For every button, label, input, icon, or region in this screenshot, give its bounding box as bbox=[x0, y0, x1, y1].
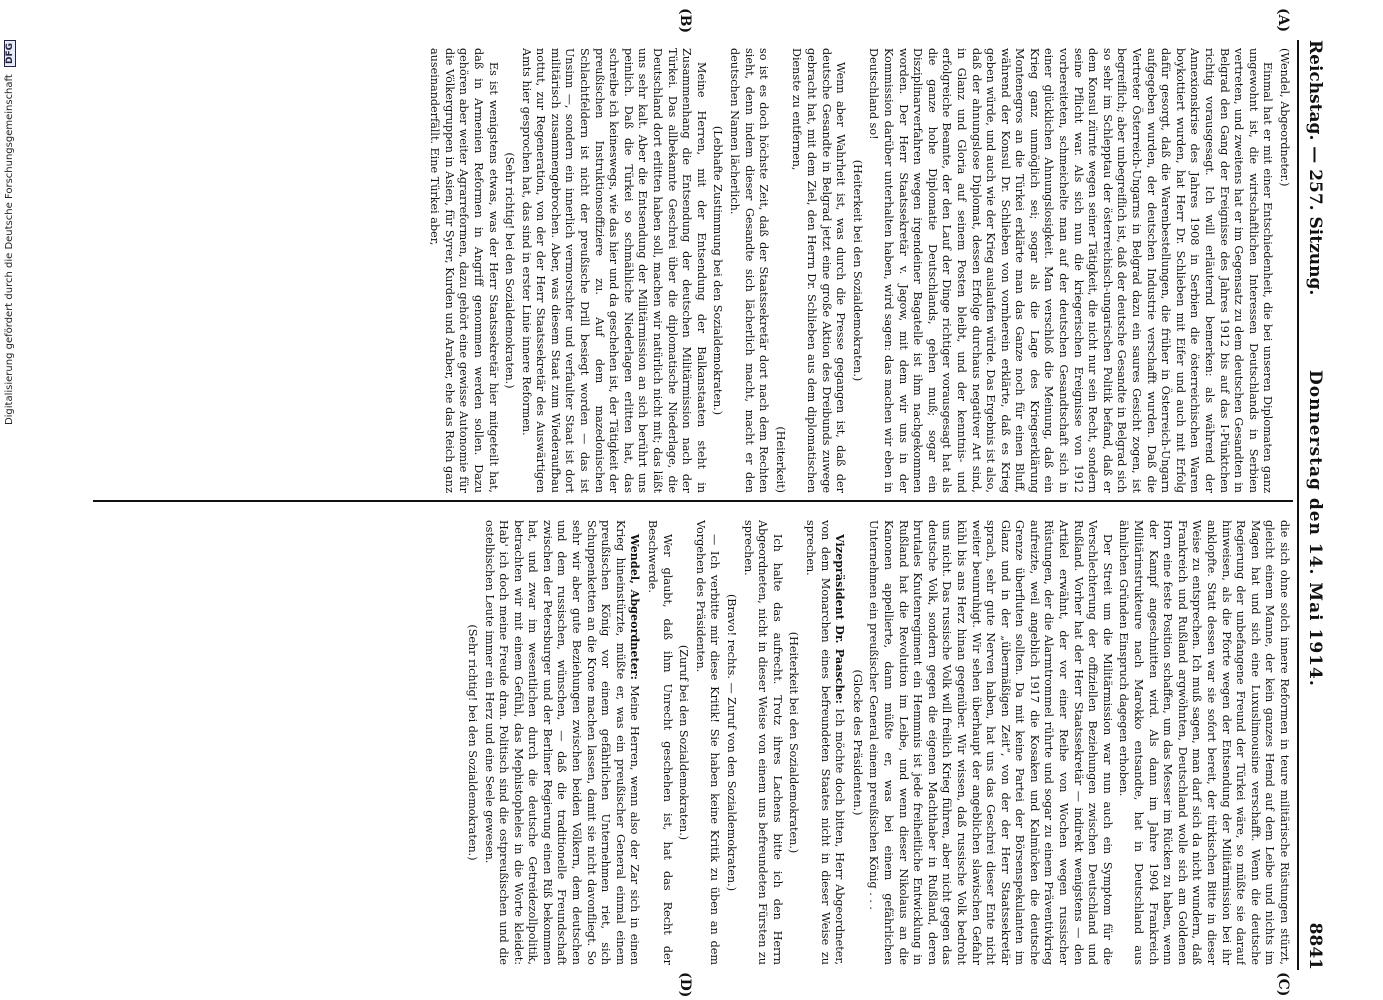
speaker-name: Wendel, Abgeordneter: bbox=[628, 534, 643, 680]
page-header bbox=[1301, 40, 1325, 970]
speaker-name: Vizepräsident Dr. Paasche: bbox=[833, 534, 848, 704]
interjection: (Heiterkeit bei den Sozialdemokraten.) bbox=[850, 159, 864, 382]
margin-mark-a: (A) bbox=[1275, 8, 1291, 33]
interjection: (Sehr richtig! bei den Sozialdemokraten.) bbox=[465, 624, 479, 861]
interjection: (Heiterkeit) bbox=[773, 426, 787, 493]
interjection: (Lebhafte Zustimmung bei den Sozialdemokraten.) bbox=[711, 125, 725, 416]
speaker-line: (Wendel, Abgeordneter.) bbox=[1278, 48, 1291, 187]
paragraph: Meine Herren, mit der Entsendung der Balkanstaaten steht in Zusammenhang die Entsendung der deutschen Militärmission nach der Türkei. Das allbekannte Geschrei über die diplomatische Niederlage, die Deutschland dort erlitten haben soll, machen wir natürlich nicht mit; das läßt uns sehr kalt. Aber die Entsendung der Militärmission an sich berührt uns peinlich. Daß die Türkei so schmähliche Niederlagen erlitten hat, das schreibe ich keineswegs, wie das hier und da geschehen ist, der Tätigkeit der preußischen Instruktionsoffiziere zu. Auf dem mazedonischen Schlachtfeldern ist nicht der preußische Drill besiegt worden — das ist Unsinn —, sondern ein innerlich vermorschter und verfaulter Staat ist dort militärisch zusammengebrochen. Aber, was diesem Staat zum Wiederaufbau nottut, zur Regeneration, von der der Herr Staatssekretär des Auswärtigen Amts hier gesprochen hat, das sind in erster Linie innere Reformen. bbox=[519, 48, 708, 493]
paragraph: Ich halte das aufrecht. Trotz ihres Lachens bitte ich den Herrn Abgeordneten, nicht in dieser Weise von einem uns befreundeten Fürsten zu sprechen. bbox=[741, 520, 784, 965]
header-date: Donnerstag den 14. Mai 1914. bbox=[1305, 370, 1325, 687]
interjection: (Bravo! rechts. — Zuruf von den Sozialdemokraten.) bbox=[725, 593, 739, 892]
paragraph: — Ich verbitte mir diese Kritik! Sie haben keine Kritik zu üben an dem Vorgehen des Präsidenten. bbox=[693, 520, 722, 965]
speech-text: Ich möchte doch bitten, Herr Abgeordneter, von dem Monarchen eines befreundeten Staates nicht in dieser Weise zu sprechen. bbox=[804, 520, 847, 965]
page-number: 8841 bbox=[1305, 922, 1325, 970]
dfg-logo-icon: DFG bbox=[4, 40, 16, 67]
paragraph bbox=[481, 520, 643, 965]
left-column bbox=[91, 48, 1291, 493]
credit-text: Digitalisierung gefördert durch die Deutsche Forschungsgemeinschaft bbox=[4, 74, 15, 426]
margin-mark-d: (D) bbox=[677, 972, 693, 998]
interjection: (Zuruf bei den Sozialdemokraten.) bbox=[677, 644, 691, 841]
paragraph: Der Streit um die Militärmission war nun auch ein Symptom für die Verschlechterung der offiziellen Beziehungen zwischen Deutschland und Rußland. Vorher hat der Herr Staatssekretär — indirekt wenigstens — den Artikel erwähnt, der vor einer Reihe von Wochen wegen russischer Rüstungen, der die Alarmtrommel rührte und sogar zu einem Präventivkrieg aufreizte, weil angeblich 1917 die Kosaken und Kalmücken die deutsche Grenze überfluten sollten. Da mit keine Partei der Börsenspekulanten im Glanz und in der „übermäßigen Zeit“, von der der Herr Staatssekretär sprach, sehr gute Nerven haben, hat uns das Geschrei dieser Ente nicht weiter beunruhigt. Wir sehen überhaupt der angeblichen slawischen Gefahr kühl bis ans Herz hinan gegenüber. Wir wissen, daß russische Volk bedroht uns nicht. Das russische Volk will freilich Krieg führen, aber nicht gegen das deutsche Volk, sondern gegen die eigenen Machthaber in Rußland, deren brutales Knutenregiment ein Hemmnis ist jede freiheitliche Entwicklung in Rußland hat die Revolution im Leibe, und wenn dieser Nikolaus an die Kanonen appellierte, dann müßte er, was bei einem gefährlichen Unternehmen ein preußischer General einem preußischen König . . . bbox=[867, 520, 1114, 965]
paragraph: Einmal hat er mit einer Entschiedenheit, die bei unseren Diplomaten ganz ungewohnt ist, die wirtschaftlichen Interessen Deutschlands in Serbien vertreten, und zweitens hat er im Gegensatz zu dem deutschen Gesandten in Belgrad den Gang der Ereignisse des Jahres 1912 bis auf das I-Pünktchen richtig vorausgesagt. Ich will erläuternd bemerken: als während der Annexionskrise des Jahres 1908 in Serbien die österreichischen Waren boykottiert wurden, hat Herr Dr. Schlieben mit Eifer und auch mit Erfolg dafür gesorgt, daß die Warenbestellungen, die früher in Österreich-Ungarn aufgegeben wurden, der deutschen Industrie verschafft wurden. Daß die Vertreter Österreich-Ungarns in Belgrad dazu ein saures Gesicht zogen, ist begreiflich; aber unbegreiflich ist, daß der deutsche Gesandte in Belgrad sich so sehr im Schlepptau der österreichisch-ungarischen Politik befand, daß er dem Konsul zürnte wegen seiner Tätigkeit, die nicht nur sein Recht, sondern seine Pflicht war. Als sich nun die kriegerischen Ereignisse von 1912 vorbereiteten, schmeichelte man auf der deutschen Gesandtschaft sich in einer glücklichen Ahnungslosigkeit. Man verschloß die Meinung, daß ein Krieg ganz unmöglich sei; sogar als die Lage des Kriegserklärung Montenegros an die Türkei erklärte man das Ganze noch für einen Bluff, während der Konsul Dr. Schlieben von vornherein erklärte, daß es Krieg geben würde, und auch wie der Krieg auslaufen würde. Das Ergebnis ist also, daß der ahnungslose Diplomat, dessen Erfolge durchaus negativer Art sind, in Glanz und Gloria auf seinem Posten bleibt, und der kenntnis- und erfolgreiche Beamte, der den Lauf der Dinge richtiger vorausgesagt hat als die ganze hohe Diplomatie Deutschlands, gehen muß; sogar ein Disziplinarverfahren wegen irgendeiner Bagatelle ist ihm nachgekommen worden. Der Herr Staatssekretär v. Jagow, mit dem wir uns in der Kommission darüber unterhalten haben, wird sagen: das machen wir eben in Deutschland so! bbox=[867, 48, 1275, 493]
speech-text: Meine Herren, wenn also der Zar sich in einen Krieg hineinstürzte, müßte er, was ein preußischer General einmal einem preußischen König vor einem gefährlichen Unternehmen riet, sich Schuppenketten an die Krone machen lassen, damit sie nicht davonfliegt. So sehr wir aber gute Beziehungen zwischen beiden Völkern, dem deutschen und dem russischen, wünschen, — daß die traditionelle Freundschaft zwischen der Petersburger und der Berliner Regierung einen Riß bekommen hat, und zwar im wesentlichen durch die deutsche Getreidezollpolitik, betrachten wir mit einem Gefühl, das Mephistopheles in die Worte kleidet: Hab' ich doch meine Freude dran. Politisch sind die ostpreußischen und die ostelbischen Leute immer ein Herz und eine Seele gewesen. bbox=[482, 520, 642, 965]
interjection: (Sehr richtig! bei den Sozialdemokraten.) bbox=[503, 152, 517, 389]
paragraph: Wenn aber Wahrheit ist, was durch die Presse gegangen ist, daß der deutsche Gesandte in Belgrad jetzt eine große Aktion des Dreibunds zuwege gebracht hat, mit dem Ziel, den Herrn Dr. Schlieben aus dem diplomatischen Dienste zu entfernen, bbox=[790, 48, 848, 493]
paragraph: Es ist wenigstens etwas, was der Herr Staatssekretär hier mitgeteilt hat, daß in Armenien Reformen in Angriff genommen werden sollen. Dazu gehören aber weiter Agrarreformen, dazu gehört eine gewisse Autonomie für die Völkergruppen in Asien, für Syrer, Kurden und Araber, ehe das Reich ganz auseinanderfällt. Eine Türkei aber, bbox=[428, 48, 500, 493]
interjection: (Heiterkeit bei den Sozialdemokraten.) bbox=[787, 631, 801, 854]
paragraph: Wer glaubt, daß ihm Unrecht geschehen ist, hat das Recht der Beschwerde. bbox=[646, 520, 674, 965]
interjection: (Glocke des Präsidenten.) bbox=[850, 669, 864, 816]
paragraph bbox=[802, 520, 847, 965]
column-divider bbox=[93, 500, 1293, 502]
header-rule bbox=[1297, 40, 1299, 970]
margin-mark-c: (C) bbox=[1275, 972, 1291, 997]
header-left: Reichstag. — 257. Sitzung. bbox=[1305, 40, 1325, 296]
digitization-credit bbox=[4, 40, 18, 990]
margin-mark-b: (B) bbox=[677, 8, 693, 34]
right-column bbox=[91, 520, 1291, 965]
paragraph: die sich ohne solch innere Reformen in teure militärische Rüstungen stürzt, gleicht einem Manne, der kein ganzes Hemd auf dem Leibe und nichts im Magen hat und sich eine Luxuslimousine verschafft. Wenn die deutsche Regierung der unbefangene Freund der Türkei wäre, so müßte sie darauf hinweisen, als die Pforte wegen der Entsendung der Militärmission bei ihr anklopfte. Statt dessen war sie sofort bereit, der türkischen Bitte in dieser Weise zu entsprechen. Ich muß sagen, man darf sich da nicht wundern, daß Frankreich und Rußland argwöhnten, Deutschland wolle sich am Goldenen Horn eine feste Position schaffen, um das Messer im Rücken zu haben, wenn der Kampf angeschnitten wird. Als dann im Jahre 1904 Frankreich Militärinstrukteure nach Marokko entsandte, hat in Deutschland aus ähnlichen Gründen Einspruch dagegen erhoben. bbox=[1117, 520, 1291, 965]
paragraph: so ist es doch höchste Zeit, daß der Staatssekretär dort nach dem Rechten sieht, denn indem dieser Gesandte sich lächerlich macht, macht er den deutschen Namen lächerlich. bbox=[728, 48, 771, 493]
